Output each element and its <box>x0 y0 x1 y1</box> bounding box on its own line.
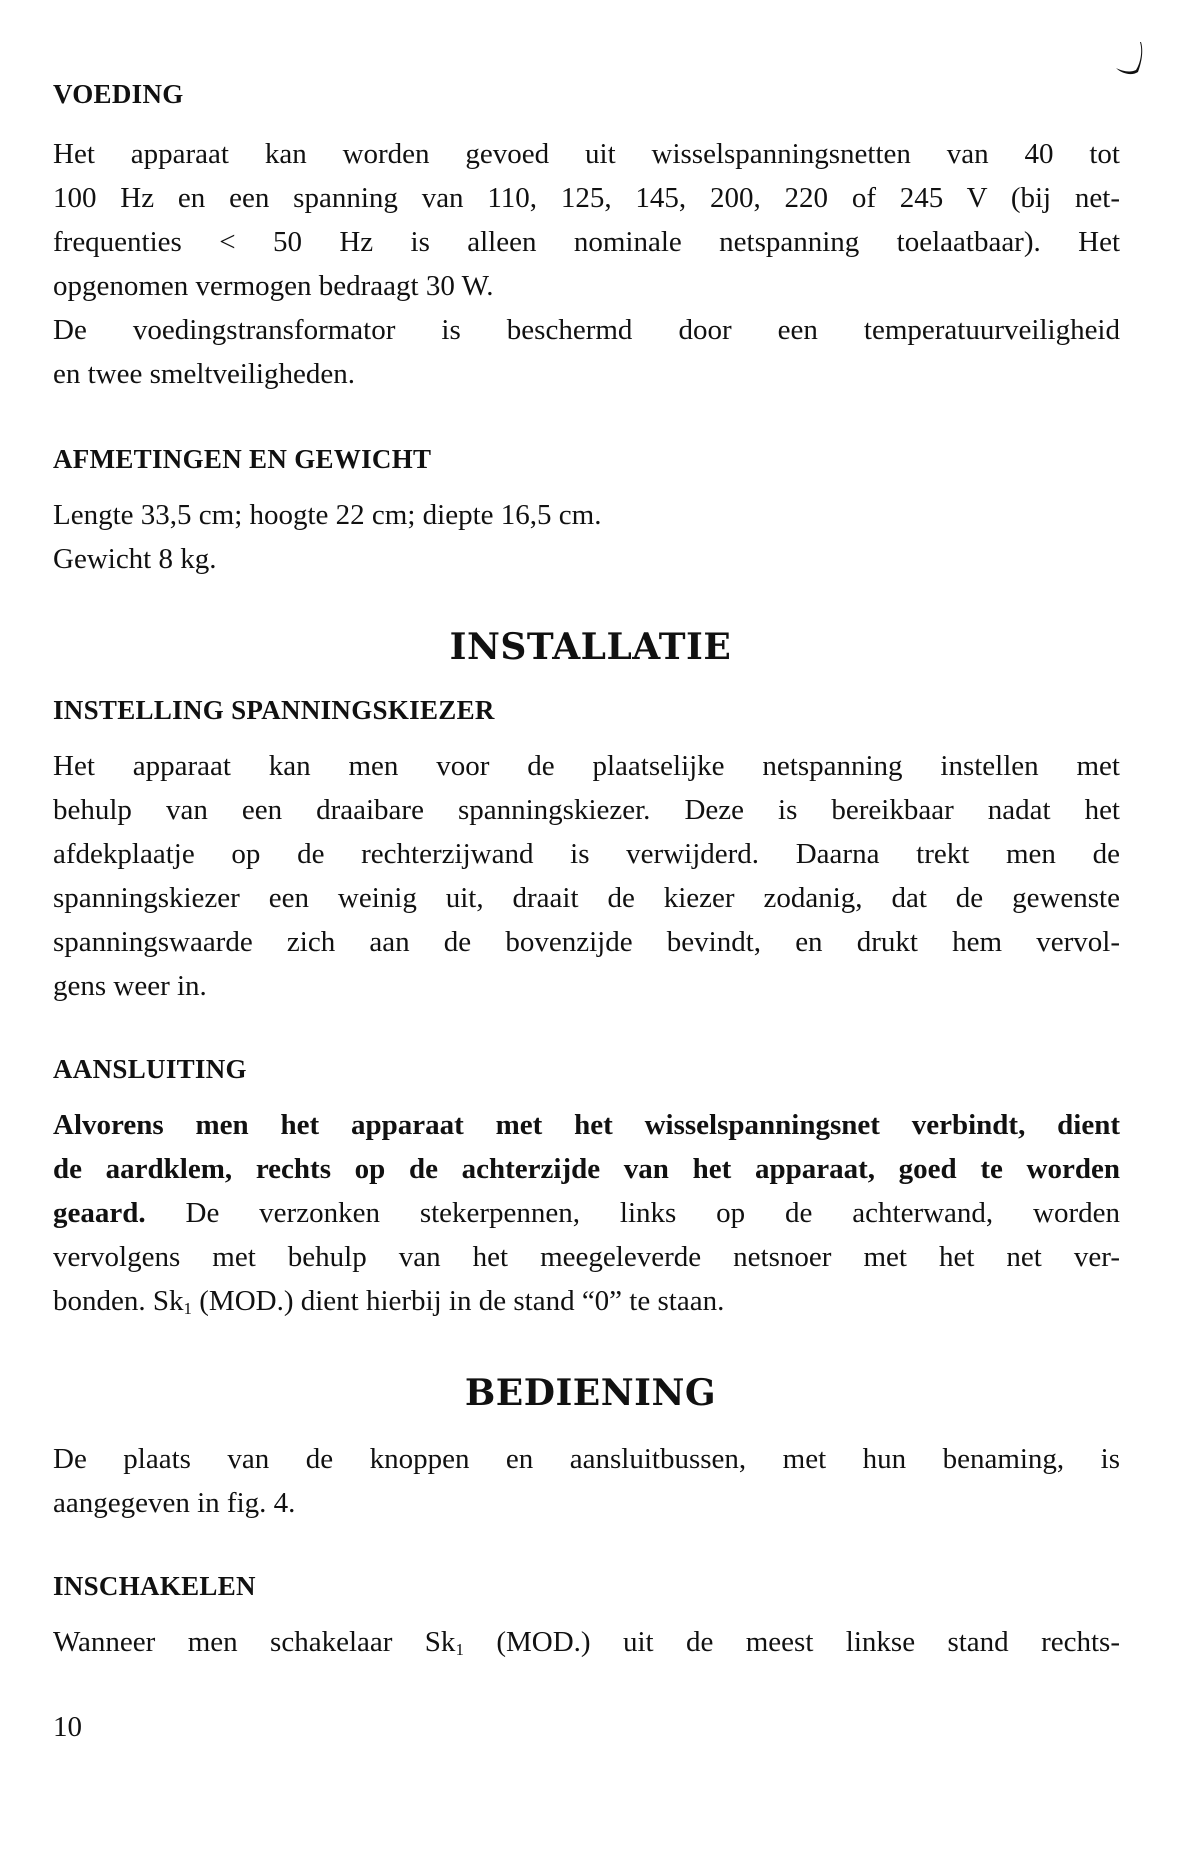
paragraph-line: 100 Hz en een spanning van 110, 125, 145, 200, 220 of 245 V (bij net- <box>53 182 1120 214</box>
paragraph-line-bold <box>53 1147 1120 1191</box>
section-voeding <box>53 72 1120 396</box>
paragraph-line: De plaats van de knoppen en aansluitbussen, met hun benaming, is <box>53 1443 1120 1475</box>
paragraph-line: Het apparaat kan worden gevoed uit wisselspanningsnetten van 40 tot <box>53 138 1120 170</box>
paragraph-line <box>53 1620 1120 1664</box>
section-title-bediening: BEDIENING <box>464 1372 717 1414</box>
section-title-installatie: INSTALLATIE <box>449 626 732 668</box>
heading-inschakelen: INSCHAKELEN <box>53 1571 256 1601</box>
paragraph-line: vervolgens met behulp van het meegeleverde netsnoer met het net ver- <box>53 1241 1120 1273</box>
bold-text: geaard. <box>53 1197 146 1229</box>
paragraph-line: Gewicht 8 kg. <box>53 543 217 575</box>
page-number-block <box>53 1705 1120 1749</box>
section-bediening <box>53 1437 1120 1525</box>
paragraph-line <box>53 1191 1120 1235</box>
subscript: 1 <box>183 1299 192 1318</box>
paragraph-line: behulp van een draaibare spanningskiezer. Deze is bereikbaar nadat het <box>53 794 1120 826</box>
paragraph-line: Lengte 33,5 cm; hoogte 22 cm; diepte 16,5 cm. <box>53 499 602 531</box>
subscript: 1 <box>455 1640 464 1659</box>
paragraph-line: frequenties < 50 Hz is alleen nominale netspanning toelaatbaar). Het <box>53 226 1120 258</box>
text: (MOD.) dient hierbij in de stand “0” te staan. <box>192 1285 725 1317</box>
heading-voeding: VOEDING <box>53 79 184 109</box>
heading-afmetingen: AFMETINGEN EN GEWICHT <box>53 444 432 474</box>
text: bonden. Sk <box>53 1285 184 1317</box>
bold-text: Alvorens men het apparaat met het wisselspanningsnet verbindt, dient <box>53 1109 1120 1141</box>
paragraph-line: opgenomen vermogen bedraagt 30 W. <box>53 270 494 302</box>
heading-instelling: INSTELLING SPANNINGSKIEZER <box>53 695 495 725</box>
paragraph-line: afdekplaatje op de rechterzijwand is verwijderd. Daarna trekt men de <box>53 838 1120 870</box>
text: Wanneer men schakelaar Sk <box>53 1626 456 1658</box>
heading-aansluiting: AANSLUITING <box>53 1054 247 1084</box>
page-number: 10 <box>53 1711 82 1743</box>
paragraph-line: gens weer in. <box>53 970 207 1002</box>
text: De verzonken stekerpennen, links op de achterwand, worden <box>185 1197 1121 1229</box>
paragraph-line: Het apparaat kan men voor de plaatselijke netspanning instellen met <box>53 750 1120 782</box>
paragraph-line: spanningskiezer een weinig uit, draait de kiezer zodanig, dat de gewenste <box>53 882 1120 914</box>
paragraph-line-bold <box>53 1103 1120 1147</box>
paragraph-line <box>53 1279 1120 1323</box>
bold-text: de aardklem, rechts op de achterzijde van het apparaat, goed te worden <box>53 1153 1120 1185</box>
text: (MOD.) uit de meest linkse stand rechts- <box>463 1626 1120 1658</box>
section-afmetingen <box>53 437 1120 581</box>
paragraph-line: De voedingstransformator is beschermd door een temperatuurveiligheid <box>53 314 1120 346</box>
section-aansluiting <box>53 1047 1120 1323</box>
paragraph-line: en twee smeltveiligheden. <box>53 358 355 390</box>
section-instelling <box>53 688 1120 1008</box>
paragraph-line: spanningswaarde zich aan de bovenzijde bevindt, en drukt hem vervol- <box>53 926 1120 958</box>
paragraph-line: aangegeven in fig. 4. <box>53 1487 296 1519</box>
section-inschakelen <box>53 1564 1120 1664</box>
